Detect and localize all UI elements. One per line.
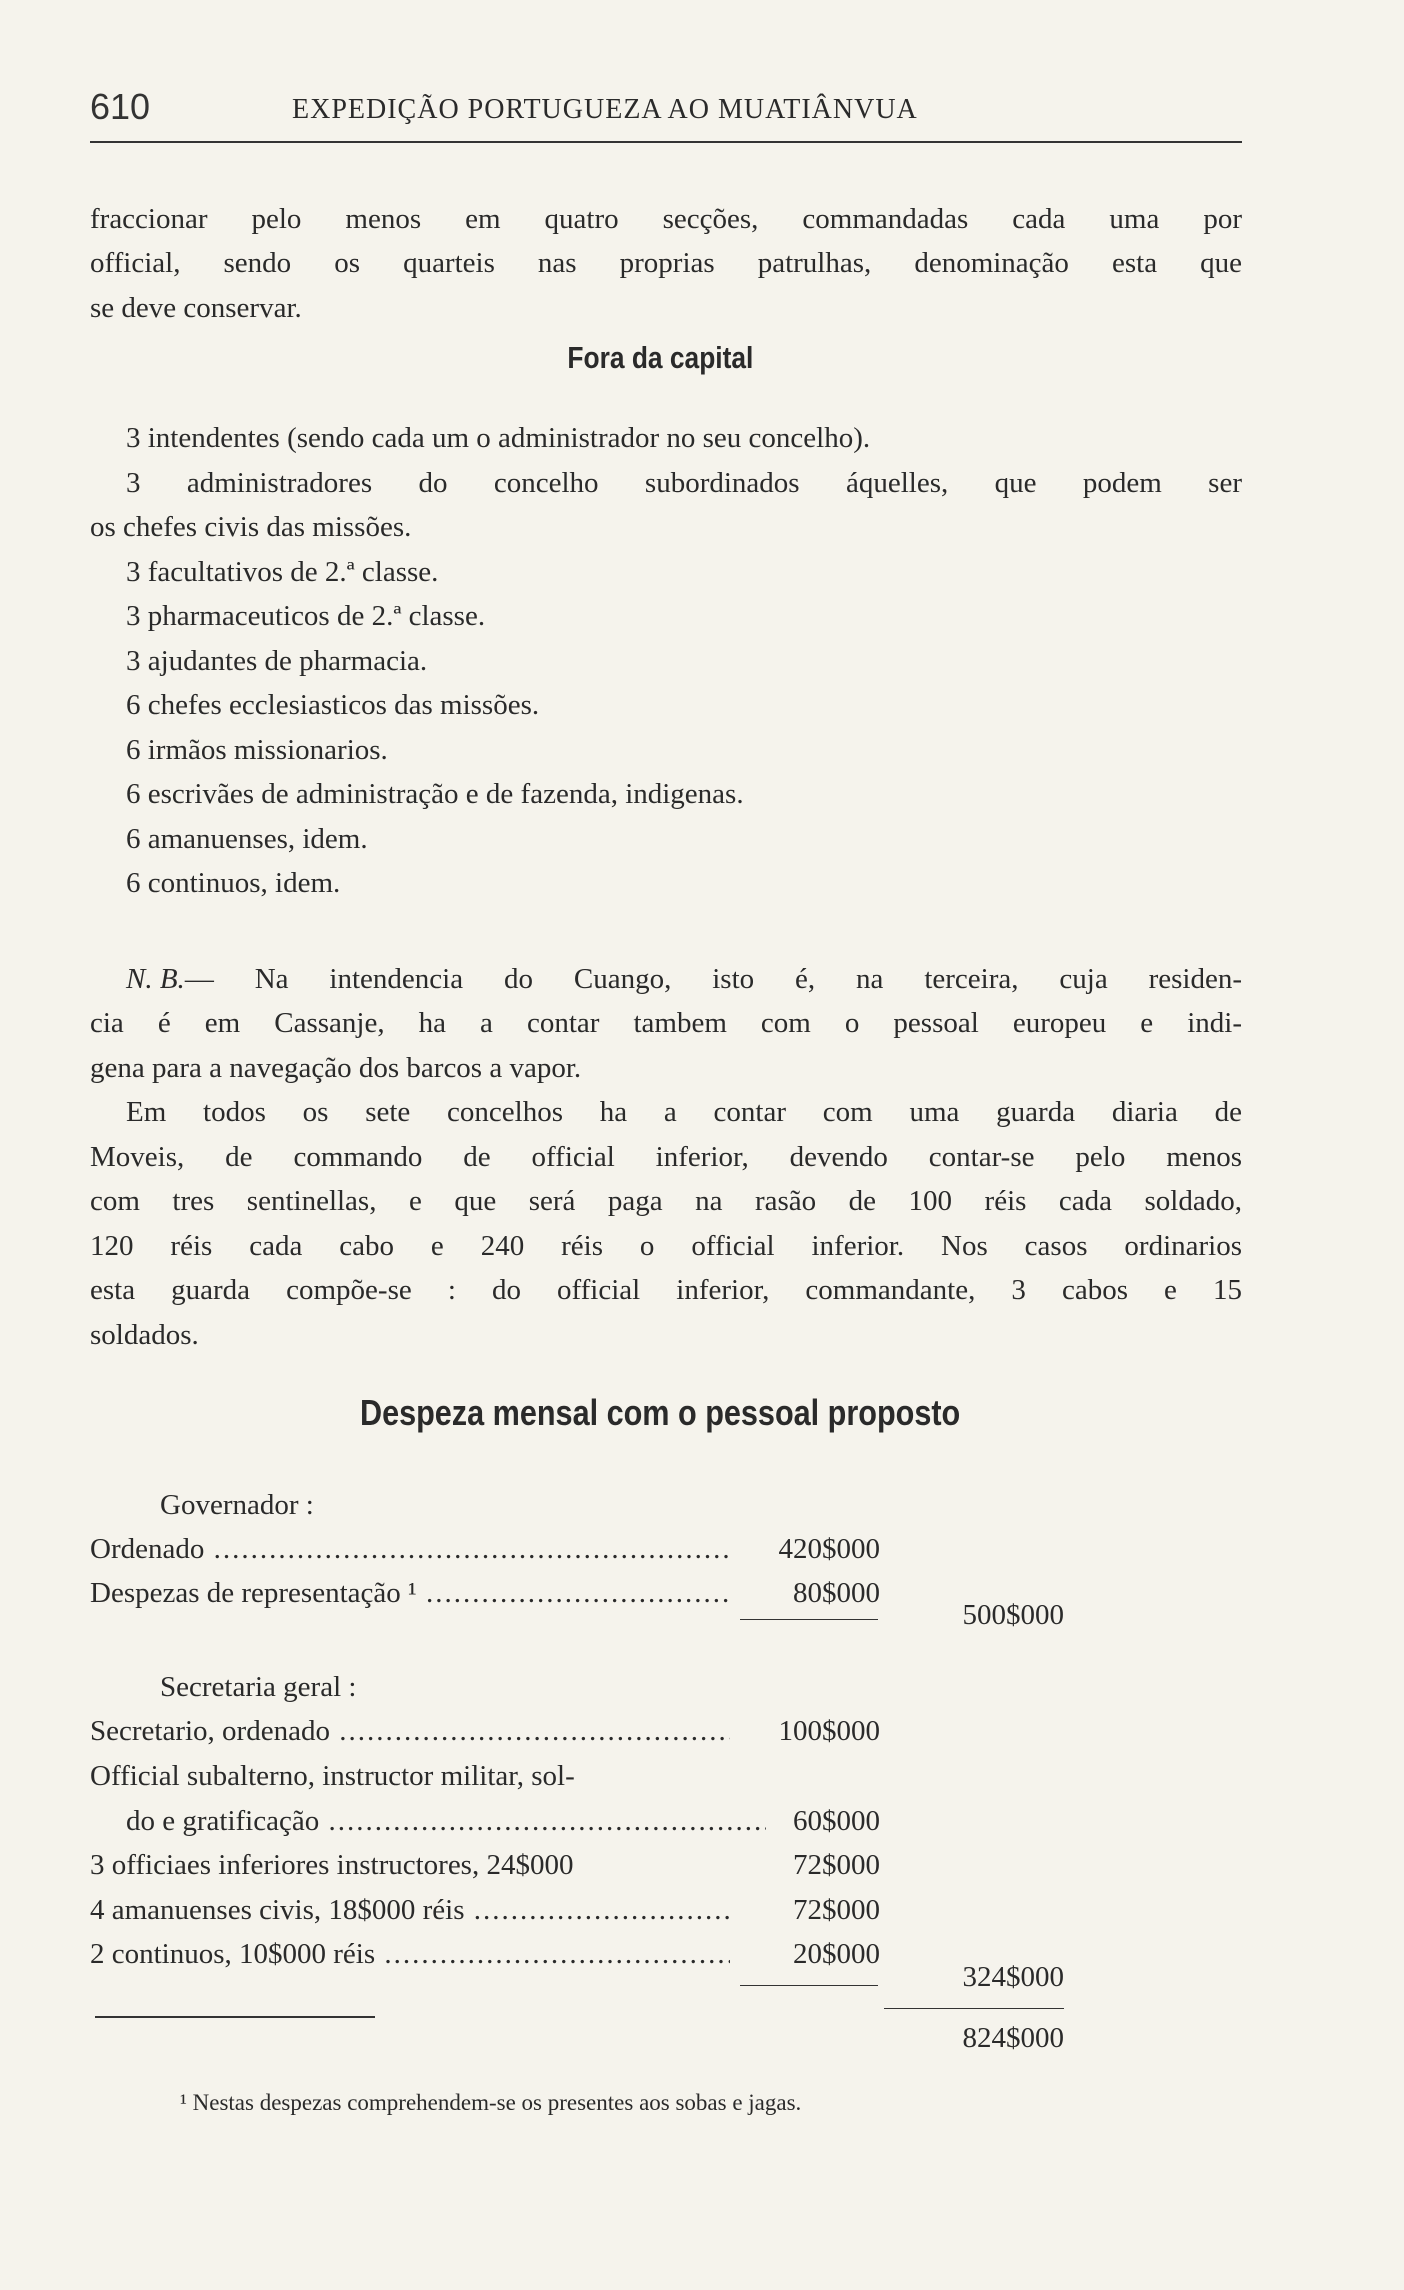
list-item: 6 irmãos missionarios.	[126, 734, 388, 766]
budget-row-amount: 420$000	[778, 1533, 880, 1565]
section-title-despeza	[0, 1392, 1320, 1434]
budget-heading-secretaria: Secretaria geral :	[160, 1671, 357, 1703]
budget-row-label	[90, 1527, 730, 1571]
footnote: ¹ Nestas despezas comprehendem-se os presentes aos sobas e jagas.	[180, 2090, 802, 2115]
footnote-rule	[95, 2016, 375, 2018]
body-line: com tres sentinellas, e que será paga na rasão de 100 réis cada soldado,	[90, 1185, 1242, 1217]
list-item: 3 administradores do concelho subordinados áquelles, que podem ser	[126, 467, 1242, 499]
list-item: 6 chefes ecclesiasticos das missões.	[126, 689, 540, 721]
body-line: official, sendo os quarteis nas proprias patrulhas, denominação esta que	[90, 247, 1242, 279]
list-item: 3 pharmaceuticos de 2.ª classe.	[126, 600, 486, 632]
budget-row-amount: 80$000	[793, 1577, 880, 1609]
nb-label: N. B.	[126, 963, 185, 995]
budget-row-amount: 72$000	[793, 1894, 880, 1926]
body-line: Moveis, de commando de official inferior, devendo contar-se pelo menos	[90, 1141, 1242, 1173]
subtotal-rule	[740, 1619, 878, 1620]
total-rule	[884, 2008, 1064, 2009]
header-rule	[90, 141, 1242, 143]
body-line: cia é em Cassanje, ha a contar tambem com o pessoal europeu e indi-	[90, 1007, 1242, 1039]
budget-row-label	[90, 1571, 730, 1615]
body-line: fraccionar pelo menos em quatro secções, commandadas cada uma por	[90, 203, 1242, 235]
row-label: Ordenado	[90, 1533, 205, 1565]
budget-row-amount: 100$000	[778, 1715, 880, 1747]
nb-text: — Na intendencia do Cuango, isto é, na terceira, cuja residen-	[184, 963, 1242, 995]
list-item: 3 ajudantes de pharmacia.	[126, 645, 428, 677]
budget-row-label	[90, 1932, 730, 1976]
budget-row-amount: 60$000	[793, 1805, 880, 1837]
nb-line	[126, 957, 1242, 1001]
list-item: 6 continuos, idem.	[126, 867, 341, 899]
section-title-fora-da-capital	[0, 340, 1320, 376]
body-line: se deve conservar.	[90, 292, 302, 324]
row-label: Despezas de representação ¹	[90, 1577, 417, 1609]
row-label: 4 amanuenses civis, 18$000 réis	[90, 1894, 465, 1926]
budget-row-label	[90, 1709, 730, 1753]
budget-heading-governador: Governador :	[160, 1489, 314, 1521]
body-line: Em todos os sete concelhos ha a contar com uma guarda diaria de	[126, 1096, 1242, 1128]
row-label: Secretario, ordenado	[90, 1715, 330, 1747]
section-title-text: Despeza mensal com o pessoal proposto	[359, 1392, 961, 1433]
running-title: EXPEDIÇÃO PORTUGUEZA AO MUATIÂNVUA	[292, 94, 918, 125]
list-item: 3 facultativos de 2.ª classe.	[126, 556, 439, 588]
budget-row-label	[90, 1888, 730, 1932]
row-label: do e gratificação	[126, 1805, 320, 1837]
body-line: soldados.	[90, 1319, 199, 1351]
budget-row-amount: 72$000	[793, 1849, 880, 1881]
list-item: os chefes civis das missões.	[90, 511, 412, 543]
section-title-text: Fora da capital	[567, 340, 753, 375]
list-item: 3 intendentes (sendo cada um o administrador no seu concelho).	[126, 422, 871, 454]
body-line: esta guarda compõe-se : do official inferior, commandante, 3 cabos e 15	[90, 1274, 1242, 1306]
budget-row-label: 3 officiaes inferiores instructores, 24$000	[90, 1849, 574, 1881]
list-item: 6 amanuenses, idem.	[126, 823, 368, 855]
subtotal-governador: 500$000	[962, 1599, 1064, 1631]
body-line: 120 réis cada cabo e 240 réis o official inferior. Nos casos ordinarios	[90, 1230, 1242, 1262]
page-number: 610	[90, 86, 151, 127]
budget-row-amount: 20$000	[793, 1938, 880, 1970]
subtotal-rule	[740, 1985, 878, 1986]
row-label: 2 continuos, 10$000 réis	[90, 1938, 376, 1970]
budget-row-label: Official subalterno, instructor militar, sol-	[90, 1760, 575, 1792]
budget-row-label	[126, 1799, 766, 1843]
grand-total: 824$000	[962, 2022, 1064, 2054]
list-item: 6 escrivães de administração e de fazenda, indigenas.	[126, 778, 744, 810]
subtotal-secretaria: 324$000	[962, 1961, 1064, 1993]
body-line: gena para a navegação dos barcos a vapor.	[90, 1052, 582, 1084]
